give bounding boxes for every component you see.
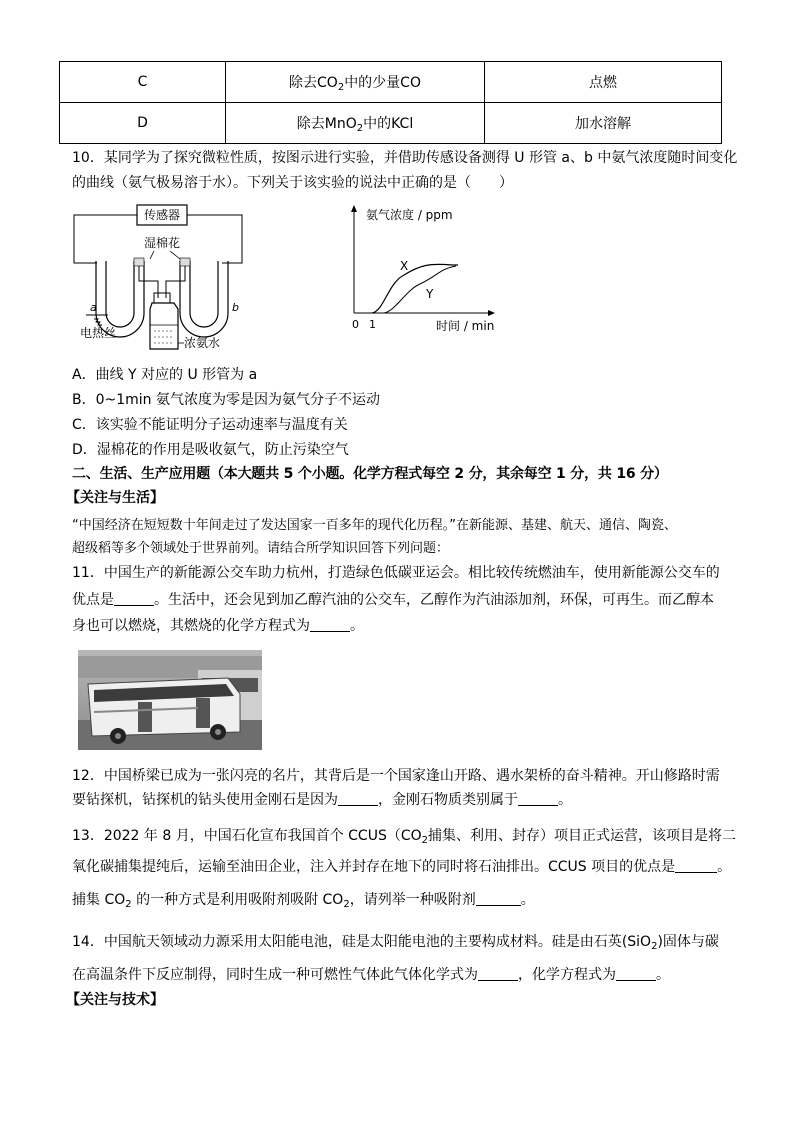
q10-option-a: A．曲线 Y 对应的 U 形管为 a bbox=[72, 367, 258, 383]
concentration-graph bbox=[340, 203, 510, 338]
right-wire bbox=[187, 215, 242, 263]
section-tag-life: 【关注与生活】 bbox=[66, 490, 164, 506]
origin-label: 0 bbox=[352, 318, 359, 331]
left-wire bbox=[74, 215, 137, 263]
section-tag-tech: 【关注与技术】 bbox=[66, 992, 164, 1008]
right-u-tube bbox=[180, 261, 228, 337]
answer-blank bbox=[478, 966, 518, 981]
section2-heading: 二、生活、生产应用题（本大题共 5 个小题。化学方程式每空 2 分，其余每空 1 分，共 16 分） bbox=[72, 466, 668, 482]
curve-y bbox=[384, 266, 456, 313]
answer-blank bbox=[616, 966, 656, 981]
options-table bbox=[59, 61, 722, 144]
q10-option-b: B．0~1min 氨气浓度为零是因为氨气分子不运动 bbox=[72, 392, 380, 408]
q12-line1: 12．中国桥梁已成为一张闪亮的名片，其背后是一个国家逢山开路、遇水架桥的奋斗精神。开山修路时需 bbox=[72, 768, 720, 784]
answer-blank bbox=[518, 791, 558, 806]
b-label: b bbox=[232, 301, 239, 314]
bus-photo bbox=[78, 650, 262, 750]
x-axis-label: 时间 / min bbox=[436, 319, 495, 333]
option-cell: C bbox=[60, 62, 226, 103]
q14-line2: 在高温条件下反应制得，同时生成一种可燃性气体此气体化学式为 ，化学方程式为 。 bbox=[72, 967, 670, 983]
curve-x-label: X bbox=[400, 259, 409, 273]
q10-option-d: D．湿棉花的作用是吸收氨气，防止污染空气 bbox=[72, 442, 349, 458]
q13-line1: 13．2022 年 8 月，中国石化宣布我国首个 $CCUS(CO_2$捕集、利用、封存）项目正式运营，该项目是将二 bbox=[72, 828, 737, 846]
cotton-label: 湿棉花 bbox=[143, 236, 181, 250]
q10-option-c: C．该实验不能证明分子运动速率与温度有关 bbox=[72, 417, 348, 433]
q11-line1: 11．中国生产的新能源公交车助力杭州，打造绿色低碳亚运会。相比较传统燃油车，使用新能源公交车的 bbox=[72, 565, 720, 581]
intro-line2: 超级稻等多个领域处于世界前列。请结合所学知识回答下列问题： bbox=[72, 541, 450, 556]
q12-line2: 要钻探机，钻探机的钻头使用金刚石是因为 ，金刚石物质类别属于 。 bbox=[72, 792, 572, 808]
q10-stem-line1: 10．某同学为了探究微粒性质，按图示进行实验，并借助传感设备测得 U 形管 a、b 中氨气浓度随时间变化 bbox=[72, 150, 738, 166]
q11-line3: 身也可以燃烧，其燃烧的化学方程式为 。 bbox=[72, 618, 364, 634]
heater-label: 电热丝 bbox=[80, 326, 117, 340]
sensor-label: 传感器 bbox=[143, 208, 181, 222]
q14-line1: 14．中国航天领域动力源采用太阳能电池，硅是太阳能电池的主要构成材料。硅是由石英(SiO$_2$)固体与碳 bbox=[72, 934, 719, 952]
answer-blank bbox=[476, 891, 521, 906]
purpose-cell: 除去MnO$_2$中的KCl bbox=[226, 103, 485, 144]
method-cell: 点燃 bbox=[485, 62, 722, 103]
answer-blank bbox=[675, 858, 717, 873]
tick-label-1: 1 bbox=[369, 318, 376, 331]
q11-line2: 优点是 。生活中，还会见到加乙醇汽油的公交车，乙醇作为汽油添加剂，环保，可再生。而乙醇本 bbox=[72, 592, 714, 608]
table-row bbox=[60, 62, 722, 103]
answer-blank bbox=[338, 791, 378, 806]
q13-line2: 氧化碳捕集提纯后，运输至油田企业，注入并封存在地下的同时将石油排出。CCUS 项目的优点是 。 bbox=[72, 859, 732, 875]
method-cell: 加水溶解 bbox=[485, 103, 722, 144]
ammonia-label: 浓氨水 bbox=[184, 336, 221, 350]
q10-stem-line2: 的曲线（氨气极易溶于水）。下列关于该实验的说法中正确的是（ ） bbox=[72, 175, 513, 191]
curve-x bbox=[372, 264, 458, 313]
curve-y-label: Y bbox=[426, 287, 434, 301]
purpose-cell: 除去$CO_2$中的少量CO bbox=[226, 62, 485, 103]
a-label: a bbox=[90, 301, 97, 314]
ammonia-bottle bbox=[150, 303, 178, 349]
answer-blank bbox=[114, 591, 154, 606]
intro-line1: “中国经济在短短数十年间走过了发达国家一百多年的现代化历程。”在新能源、基建、航天、通信、陶瓷、 bbox=[72, 518, 677, 533]
q13-line3: 捕集 $CO_2$ 的一种方式是利用吸附剂吸附 $CO_2$，请列举一种吸附剂 。 bbox=[72, 892, 535, 910]
option-cell: D bbox=[60, 103, 226, 144]
apparatus-diagram bbox=[72, 203, 302, 353]
answer-blank bbox=[310, 617, 350, 632]
y-axis-label: 氨气浓度 / ppm bbox=[366, 208, 453, 222]
table-row bbox=[60, 103, 722, 144]
